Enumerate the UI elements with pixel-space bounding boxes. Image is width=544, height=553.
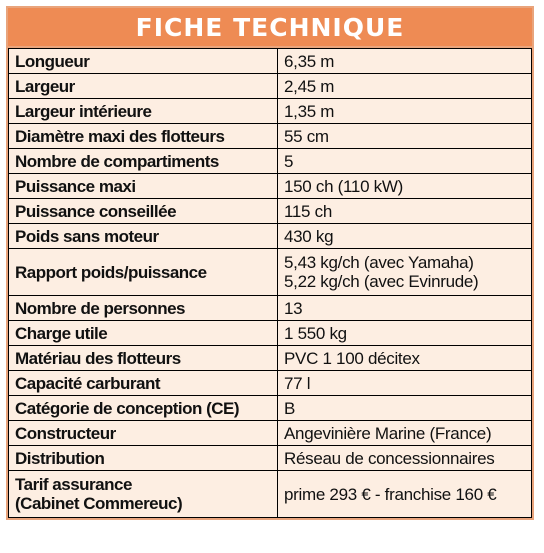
spec-label: Puissance maxi [9, 174, 278, 199]
spec-label-line: (Cabinet Commereuc) [15, 494, 183, 513]
spec-label: Charge utile [9, 321, 278, 346]
spec-row-poids [9, 224, 532, 249]
spec-row-longueur [9, 49, 532, 74]
spec-header [8, 8, 532, 48]
spec-row-materiau [9, 346, 532, 371]
spec-label [9, 471, 278, 518]
spec-row-puissance-maxi [9, 174, 532, 199]
spec-row-tarif [9, 471, 532, 518]
spec-row-puissance-conseillee [9, 199, 532, 224]
spec-value: 430 kg [278, 224, 532, 249]
spec-label: Poids sans moteur [9, 224, 278, 249]
spec-value: B [278, 396, 532, 421]
spec-label: Puissance conseillée [9, 199, 278, 224]
spec-value [278, 249, 532, 296]
spec-row-categorie [9, 396, 532, 421]
spec-value: 13 [278, 296, 532, 321]
spec-row-personnes [9, 296, 532, 321]
spec-value: 55 cm [278, 124, 532, 149]
spec-row-diametre [9, 124, 532, 149]
spec-row-largeur [9, 74, 532, 99]
spec-label: Diamètre maxi des flotteurs [9, 124, 278, 149]
spec-row-largeur-interieure [9, 99, 532, 124]
spec-value: 150 ch (110 kW) [278, 174, 532, 199]
spec-value: PVC 1 100 décitex [278, 346, 532, 371]
spec-label: Rapport poids/puissance [9, 249, 278, 296]
spec-label: Capacité carburant [9, 371, 278, 396]
spec-row-rapport [9, 249, 532, 296]
spec-value-line: 5,22 kg/ch (avec Evinrude) [284, 272, 479, 291]
spec-label: Constructeur [9, 421, 278, 446]
spec-label: Longueur [9, 49, 278, 74]
spec-label: Nombre de compartiments [9, 149, 278, 174]
spec-row-charge [9, 321, 532, 346]
spec-label: Largeur intérieure [9, 99, 278, 124]
spec-value: 5 [278, 149, 532, 174]
spec-value: 6,35 m [278, 49, 532, 74]
spec-value: 1 550 kg [278, 321, 532, 346]
spec-value-line: 5,43 kg/ch (avec Yamaha) [284, 253, 474, 272]
spec-row-distribution [9, 446, 532, 471]
spec-label: Matériau des flotteurs [9, 346, 278, 371]
spec-value: 1,35 m [278, 99, 532, 124]
spec-label: Distribution [9, 446, 278, 471]
spec-value: 2,45 m [278, 74, 532, 99]
spec-value: 77 l [278, 371, 532, 396]
spec-label: Catégorie de conception (CE) [9, 396, 278, 421]
spec-label-line: Tarif assurance [15, 475, 132, 494]
spec-row-compartiments [9, 149, 532, 174]
spec-label: Largeur [9, 74, 278, 99]
spec-title: FICHE TECHNIQUE [135, 12, 405, 42]
spec-row-constructeur [9, 421, 532, 446]
spec-table [8, 48, 532, 518]
spec-value: Réseau de concessionnaires [278, 446, 532, 471]
spec-row-carburant [9, 371, 532, 396]
spec-value: Angevinière Marine (France) [278, 421, 532, 446]
spec-value: 115 ch [278, 199, 532, 224]
spec-sheet [6, 6, 534, 520]
spec-value: prime 293 € - franchise 160 € [278, 471, 532, 518]
spec-label: Nombre de personnes [9, 296, 278, 321]
